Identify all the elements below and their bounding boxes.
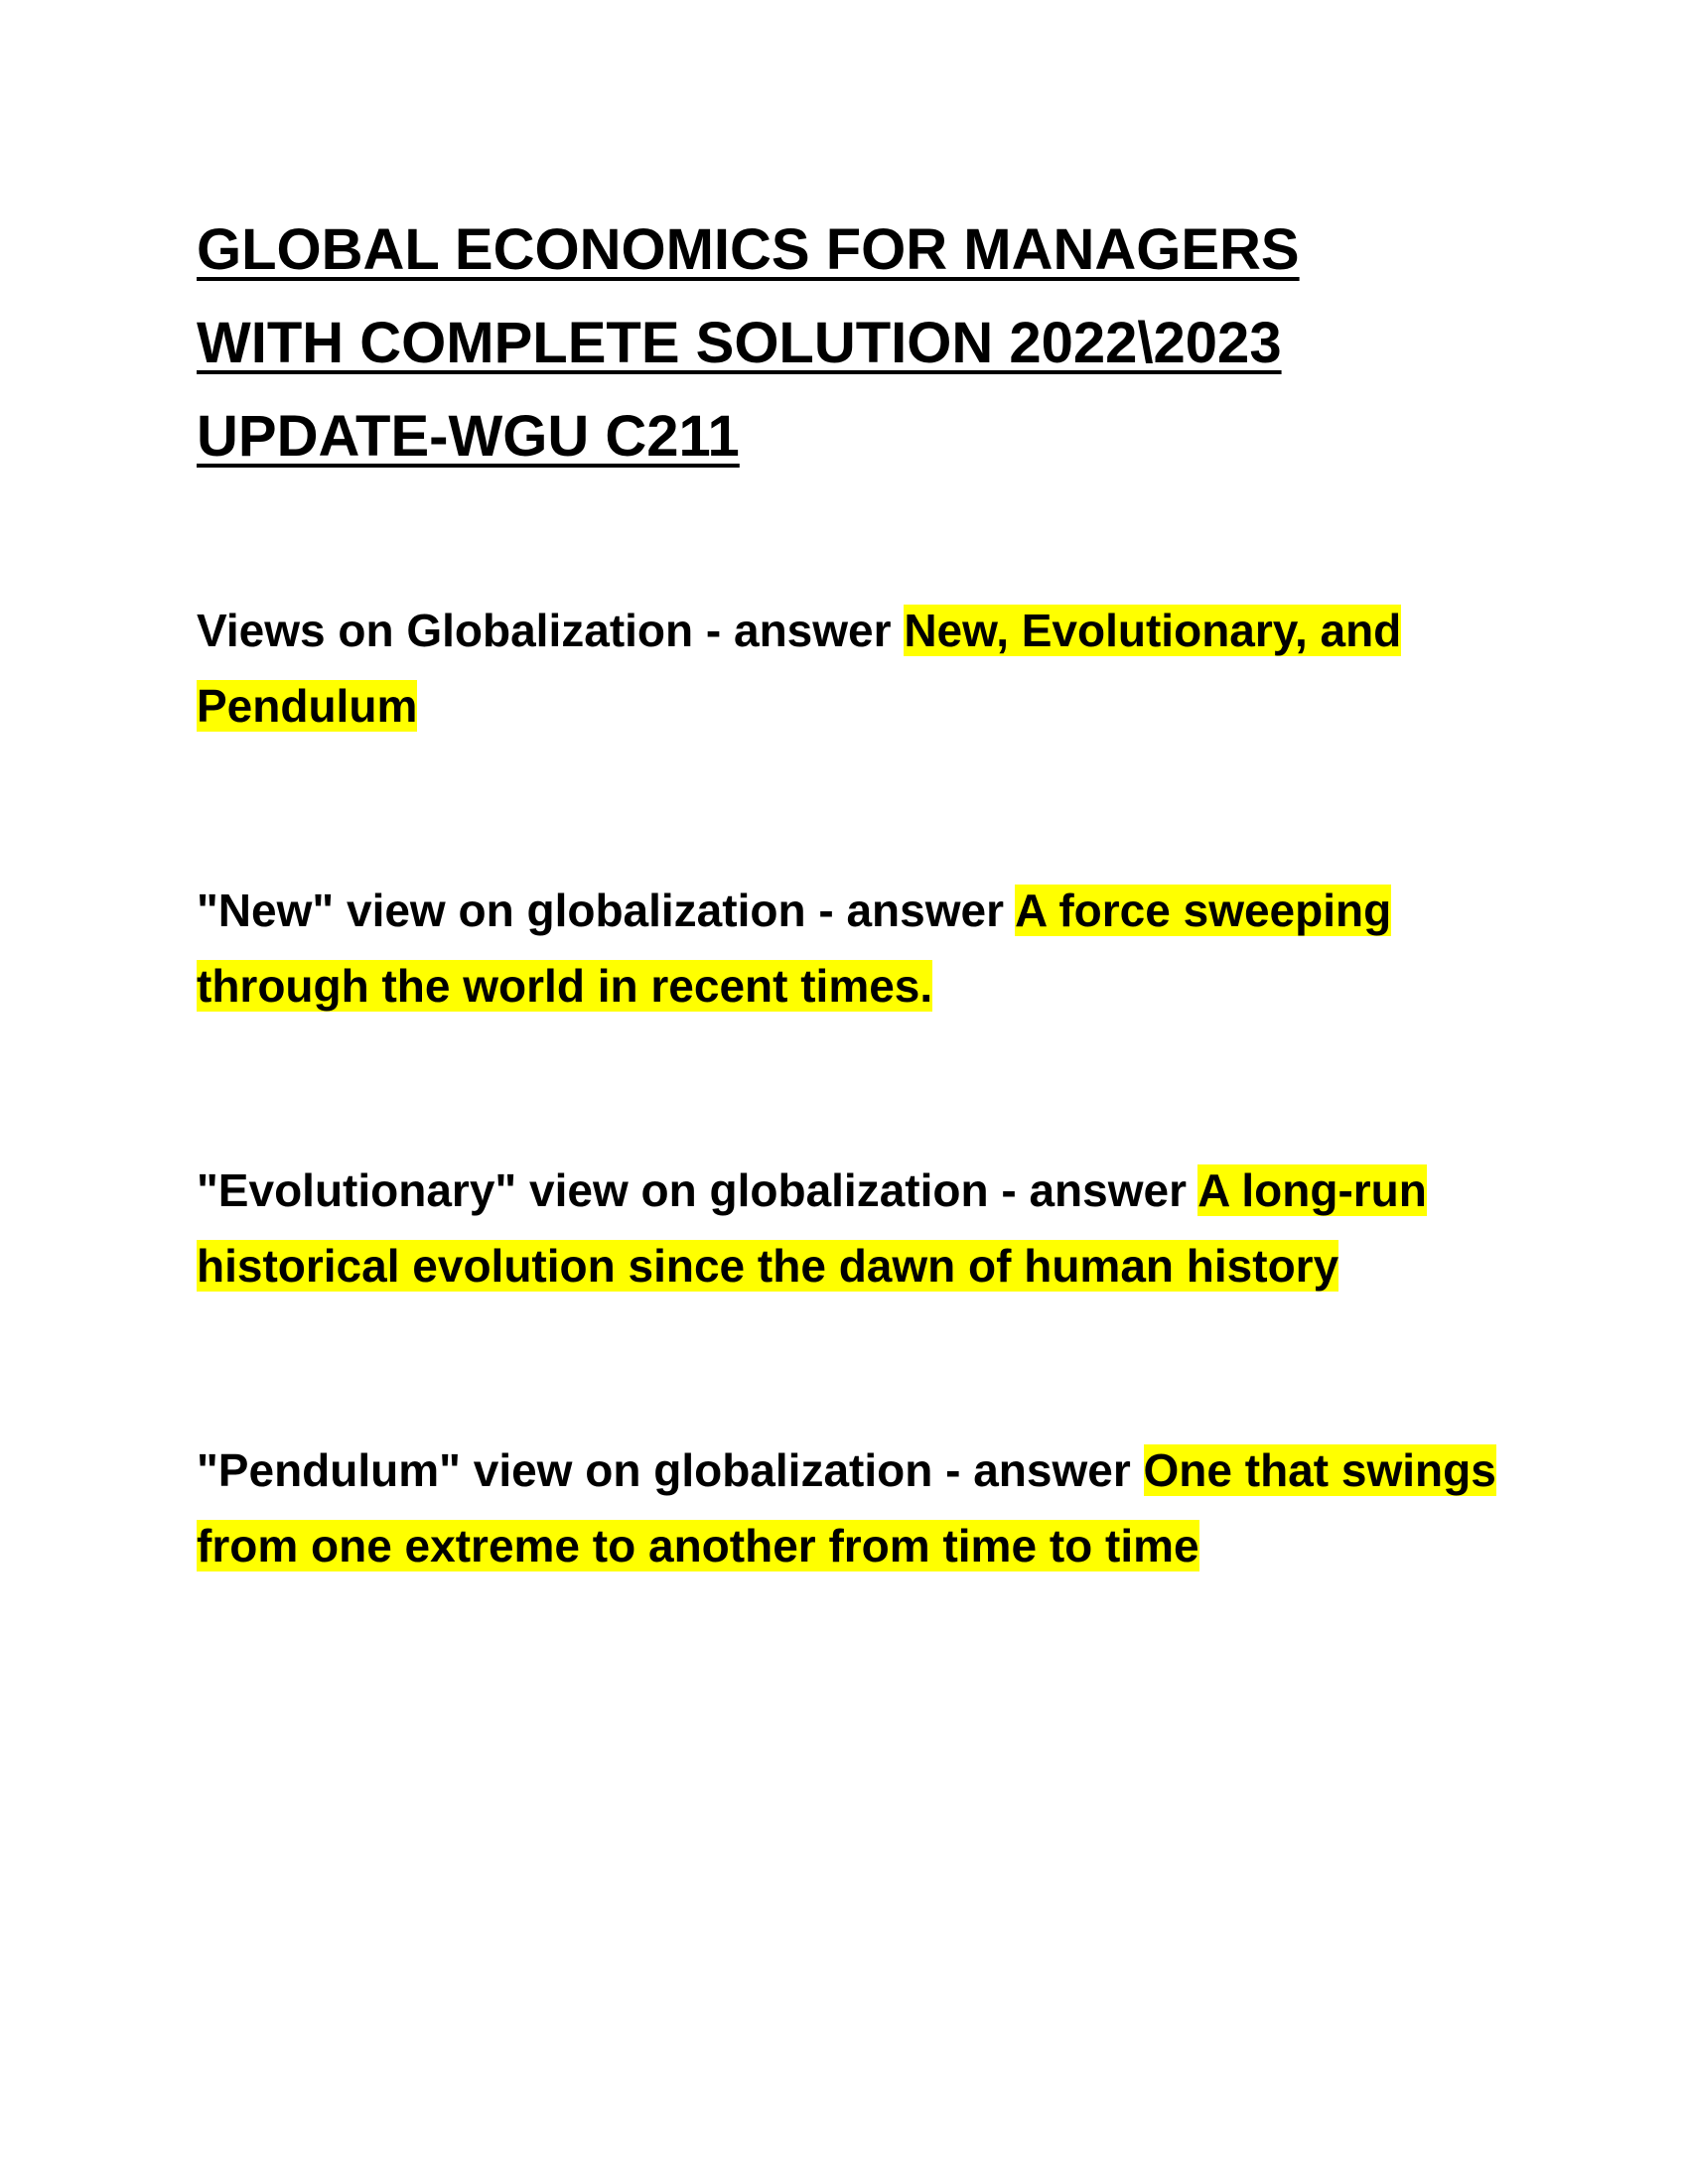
qa-item-new-view [197, 873, 1517, 1024]
title-line-3: UPDATE-WGU C211 [197, 404, 740, 469]
answer-highlight: One that swings from one extreme to another from time to time [197, 1444, 1496, 1571]
qa-item-views-on-globalization [197, 593, 1517, 744]
document-title [197, 204, 1517, 483]
question-text: Views on Globalization - answer [197, 605, 905, 656]
question-text: "New" view on globalization - answer [197, 885, 1016, 936]
answer-highlight: A force sweeping through the world in recent times. [197, 885, 1392, 1012]
document-page [197, 204, 1517, 1583]
question-text: "Evolutionary" view on globalization - answer [197, 1164, 1198, 1216]
qa-item-evolutionary-view [197, 1153, 1517, 1303]
answer-highlight: New, Evolutionary, and Pendulum [197, 605, 1402, 732]
title-line-1: GLOBAL ECONOMICS FOR MANAGERS [197, 217, 1300, 282]
question-text: "Pendulum" view on globalization - answer [197, 1444, 1144, 1496]
answer-highlight: A long-run historical evolution since the dawn of human history [197, 1164, 1427, 1292]
qa-item-pendulum-view [197, 1433, 1517, 1583]
title-line-2: WITH COMPLETE SOLUTION 2022\2023 [197, 311, 1282, 375]
